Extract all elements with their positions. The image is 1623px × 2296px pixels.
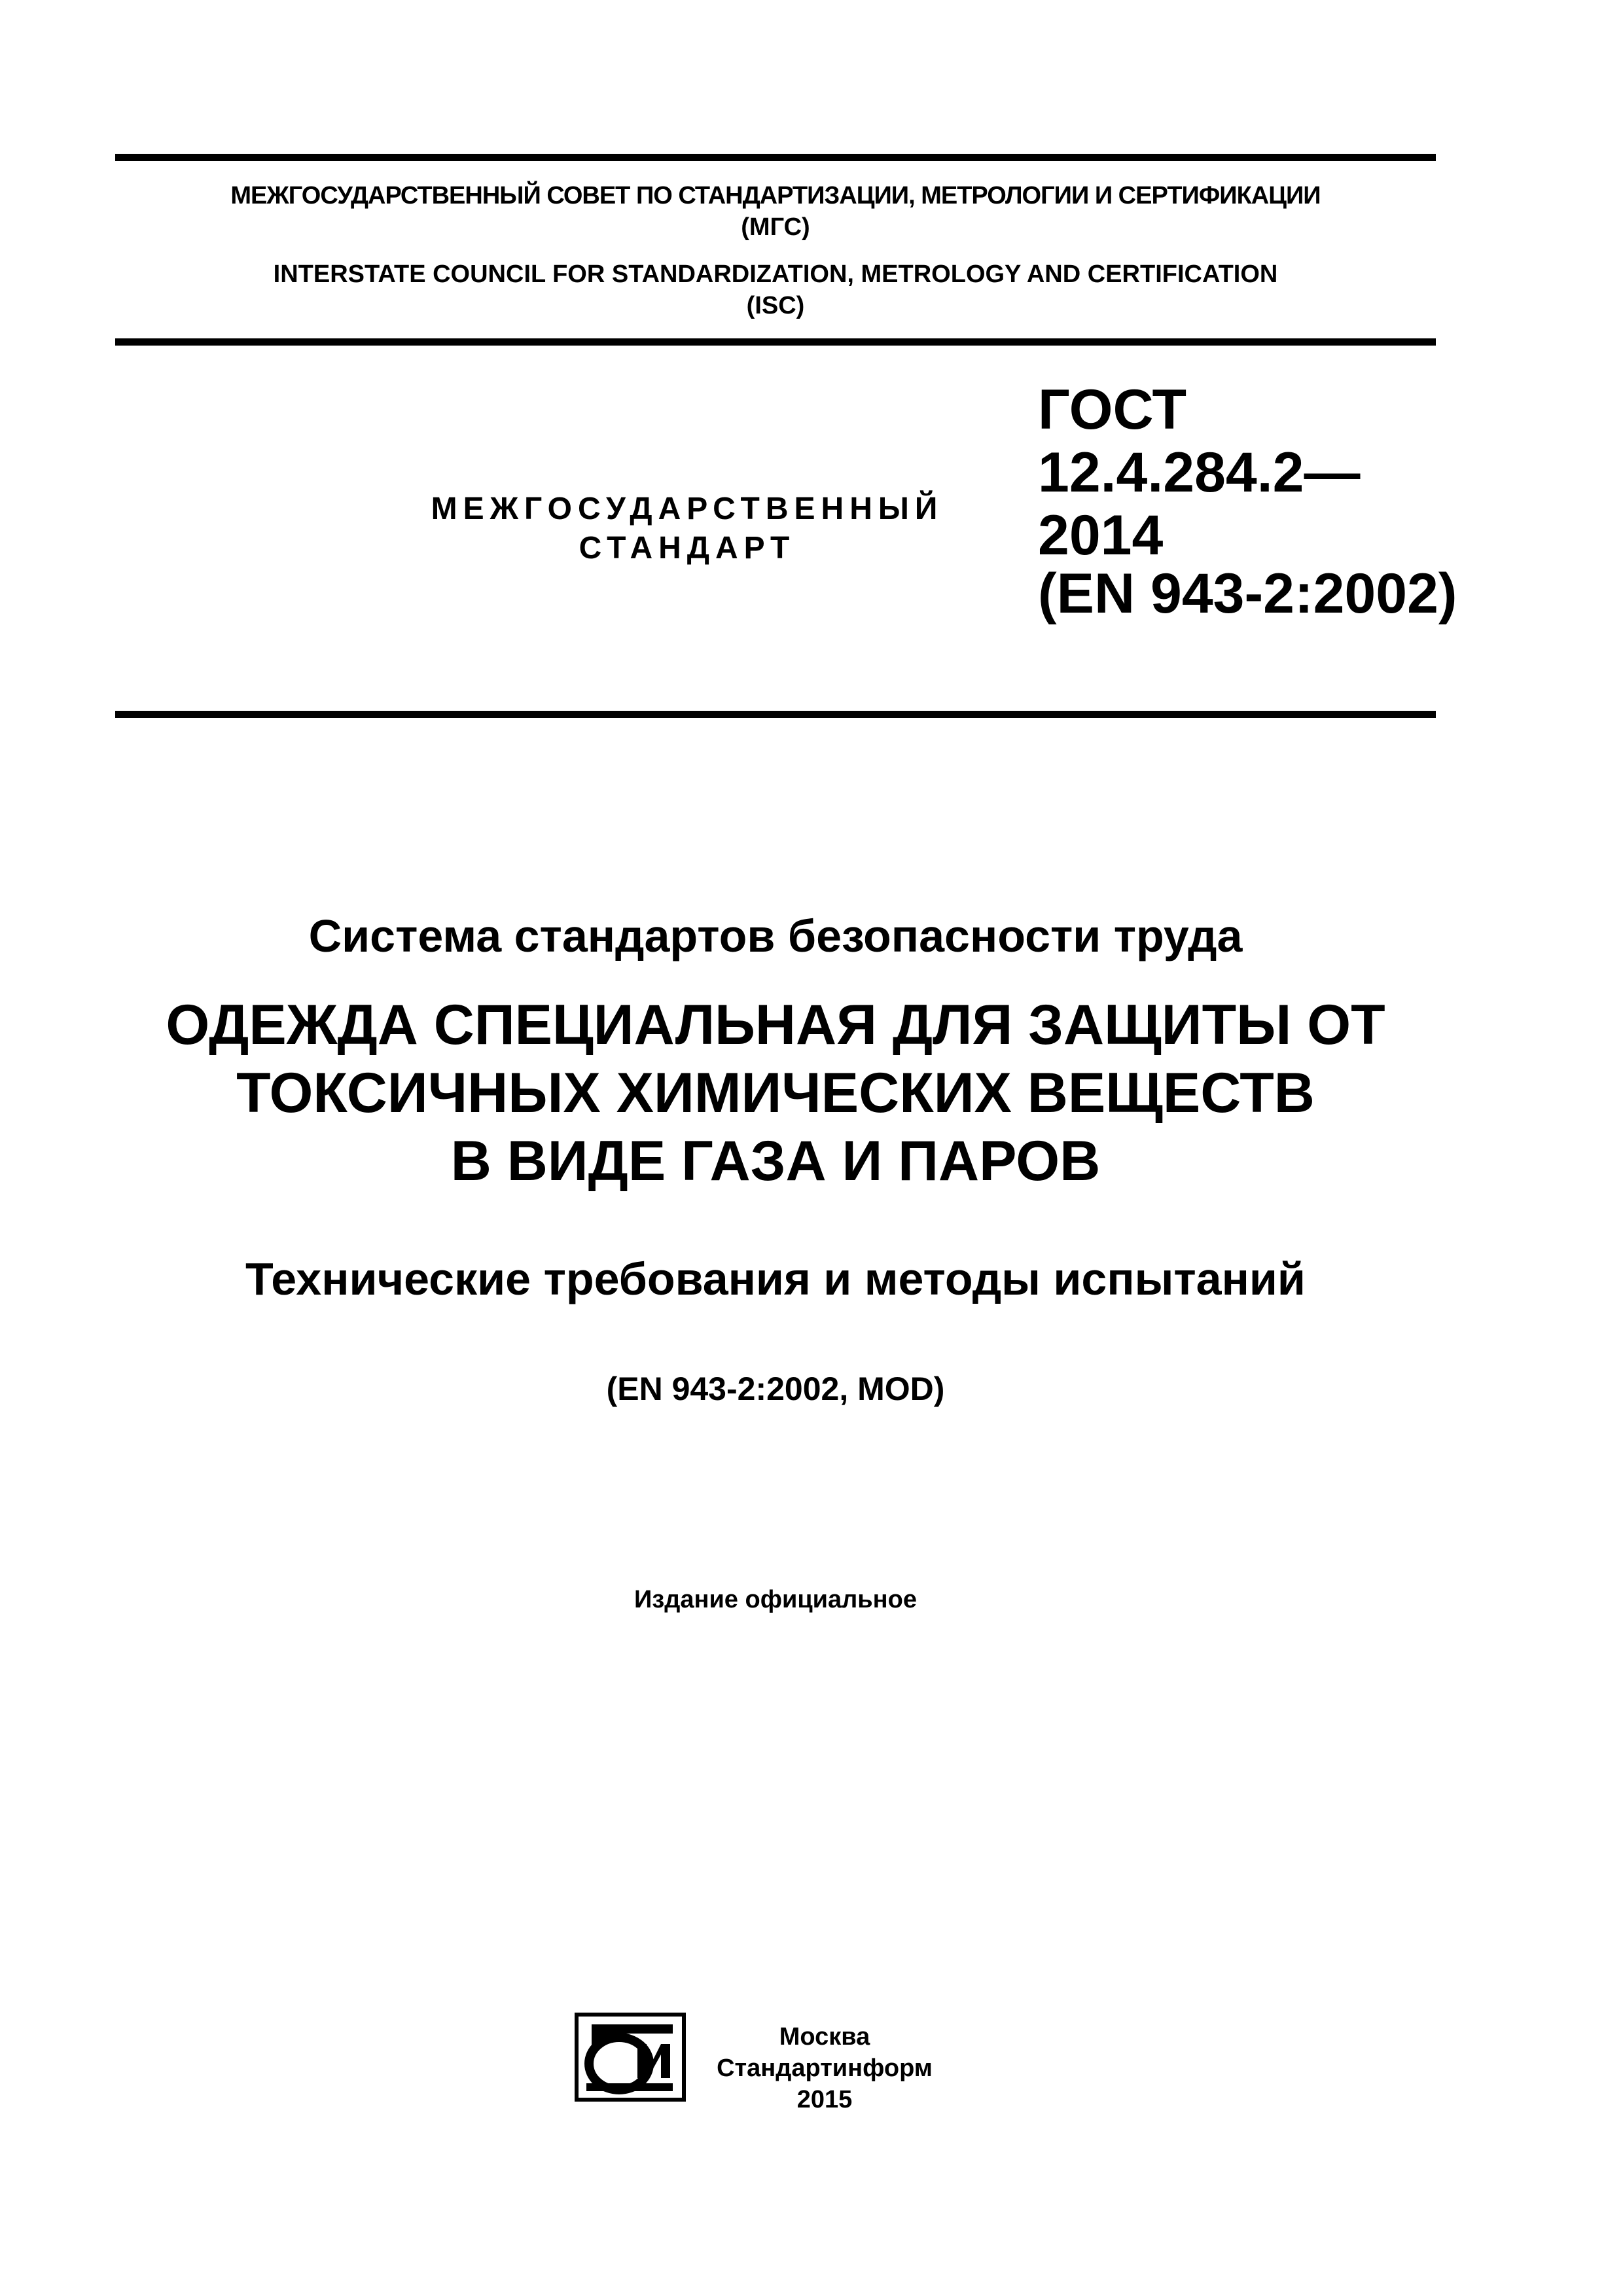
designation-bottom-rule [115,711,1436,718]
publication-year: 2015 [796,2086,853,2113]
series-title: Система стандартов безопасности труда [308,910,1243,961]
standard-type-line-1: МЕЖГОСУДАРСТВЕННЫЙ [431,492,944,526]
standard-number: 12.4.284.2— [1038,441,1361,504]
standartinform-logo-icon [575,2013,686,2102]
main-title-line-1: ОДЕЖДА СПЕЦИАЛЬНАЯ ДЛЯ ЗАЩИТЫ ОТ [166,994,1385,1056]
subtitle: Технические требования и методы испытаний [245,1253,1306,1304]
standard-equivalent: (EN 943-2:2002) [1038,562,1457,625]
council-abbr-en: (ISC) [746,292,805,319]
header-bottom-rule [115,338,1436,346]
standard-type-line-2: СТАНДАРТ [579,531,796,565]
main-title-line-3: В ВИДЕ ГАЗА И ПАРОВ [450,1130,1101,1193]
council-abbr-ru: (МГС) [741,213,810,241]
council-name-en: INTERSTATE COUNCIL FOR STANDARDIZATION, METROLOGY AND CERTIFICATION [273,260,1278,288]
reference-standard: (EN 943-2:2002, MOD) [606,1371,945,1407]
publisher-name: Стандартинформ [717,2054,933,2082]
council-name-ru: МЕЖГОСУДАРСТВЕННЫЙ СОВЕТ ПО СТАНДАРТИЗАЦИИ, МЕТРОЛОГИИ И СЕРТИФИКАЦИИ [230,182,1321,209]
standard-year: 2014 [1038,504,1164,567]
publisher-city: Москва [779,2023,870,2051]
main-title-line-2: ТОКСИЧНЫХ ХИМИЧЕСКИХ ВЕЩЕСТВ [236,1062,1315,1124]
standard-number-prefix: ГОСТ [1038,378,1187,441]
header-top-rule [115,154,1436,161]
edition-note: Издание официальное [634,1586,917,1613]
